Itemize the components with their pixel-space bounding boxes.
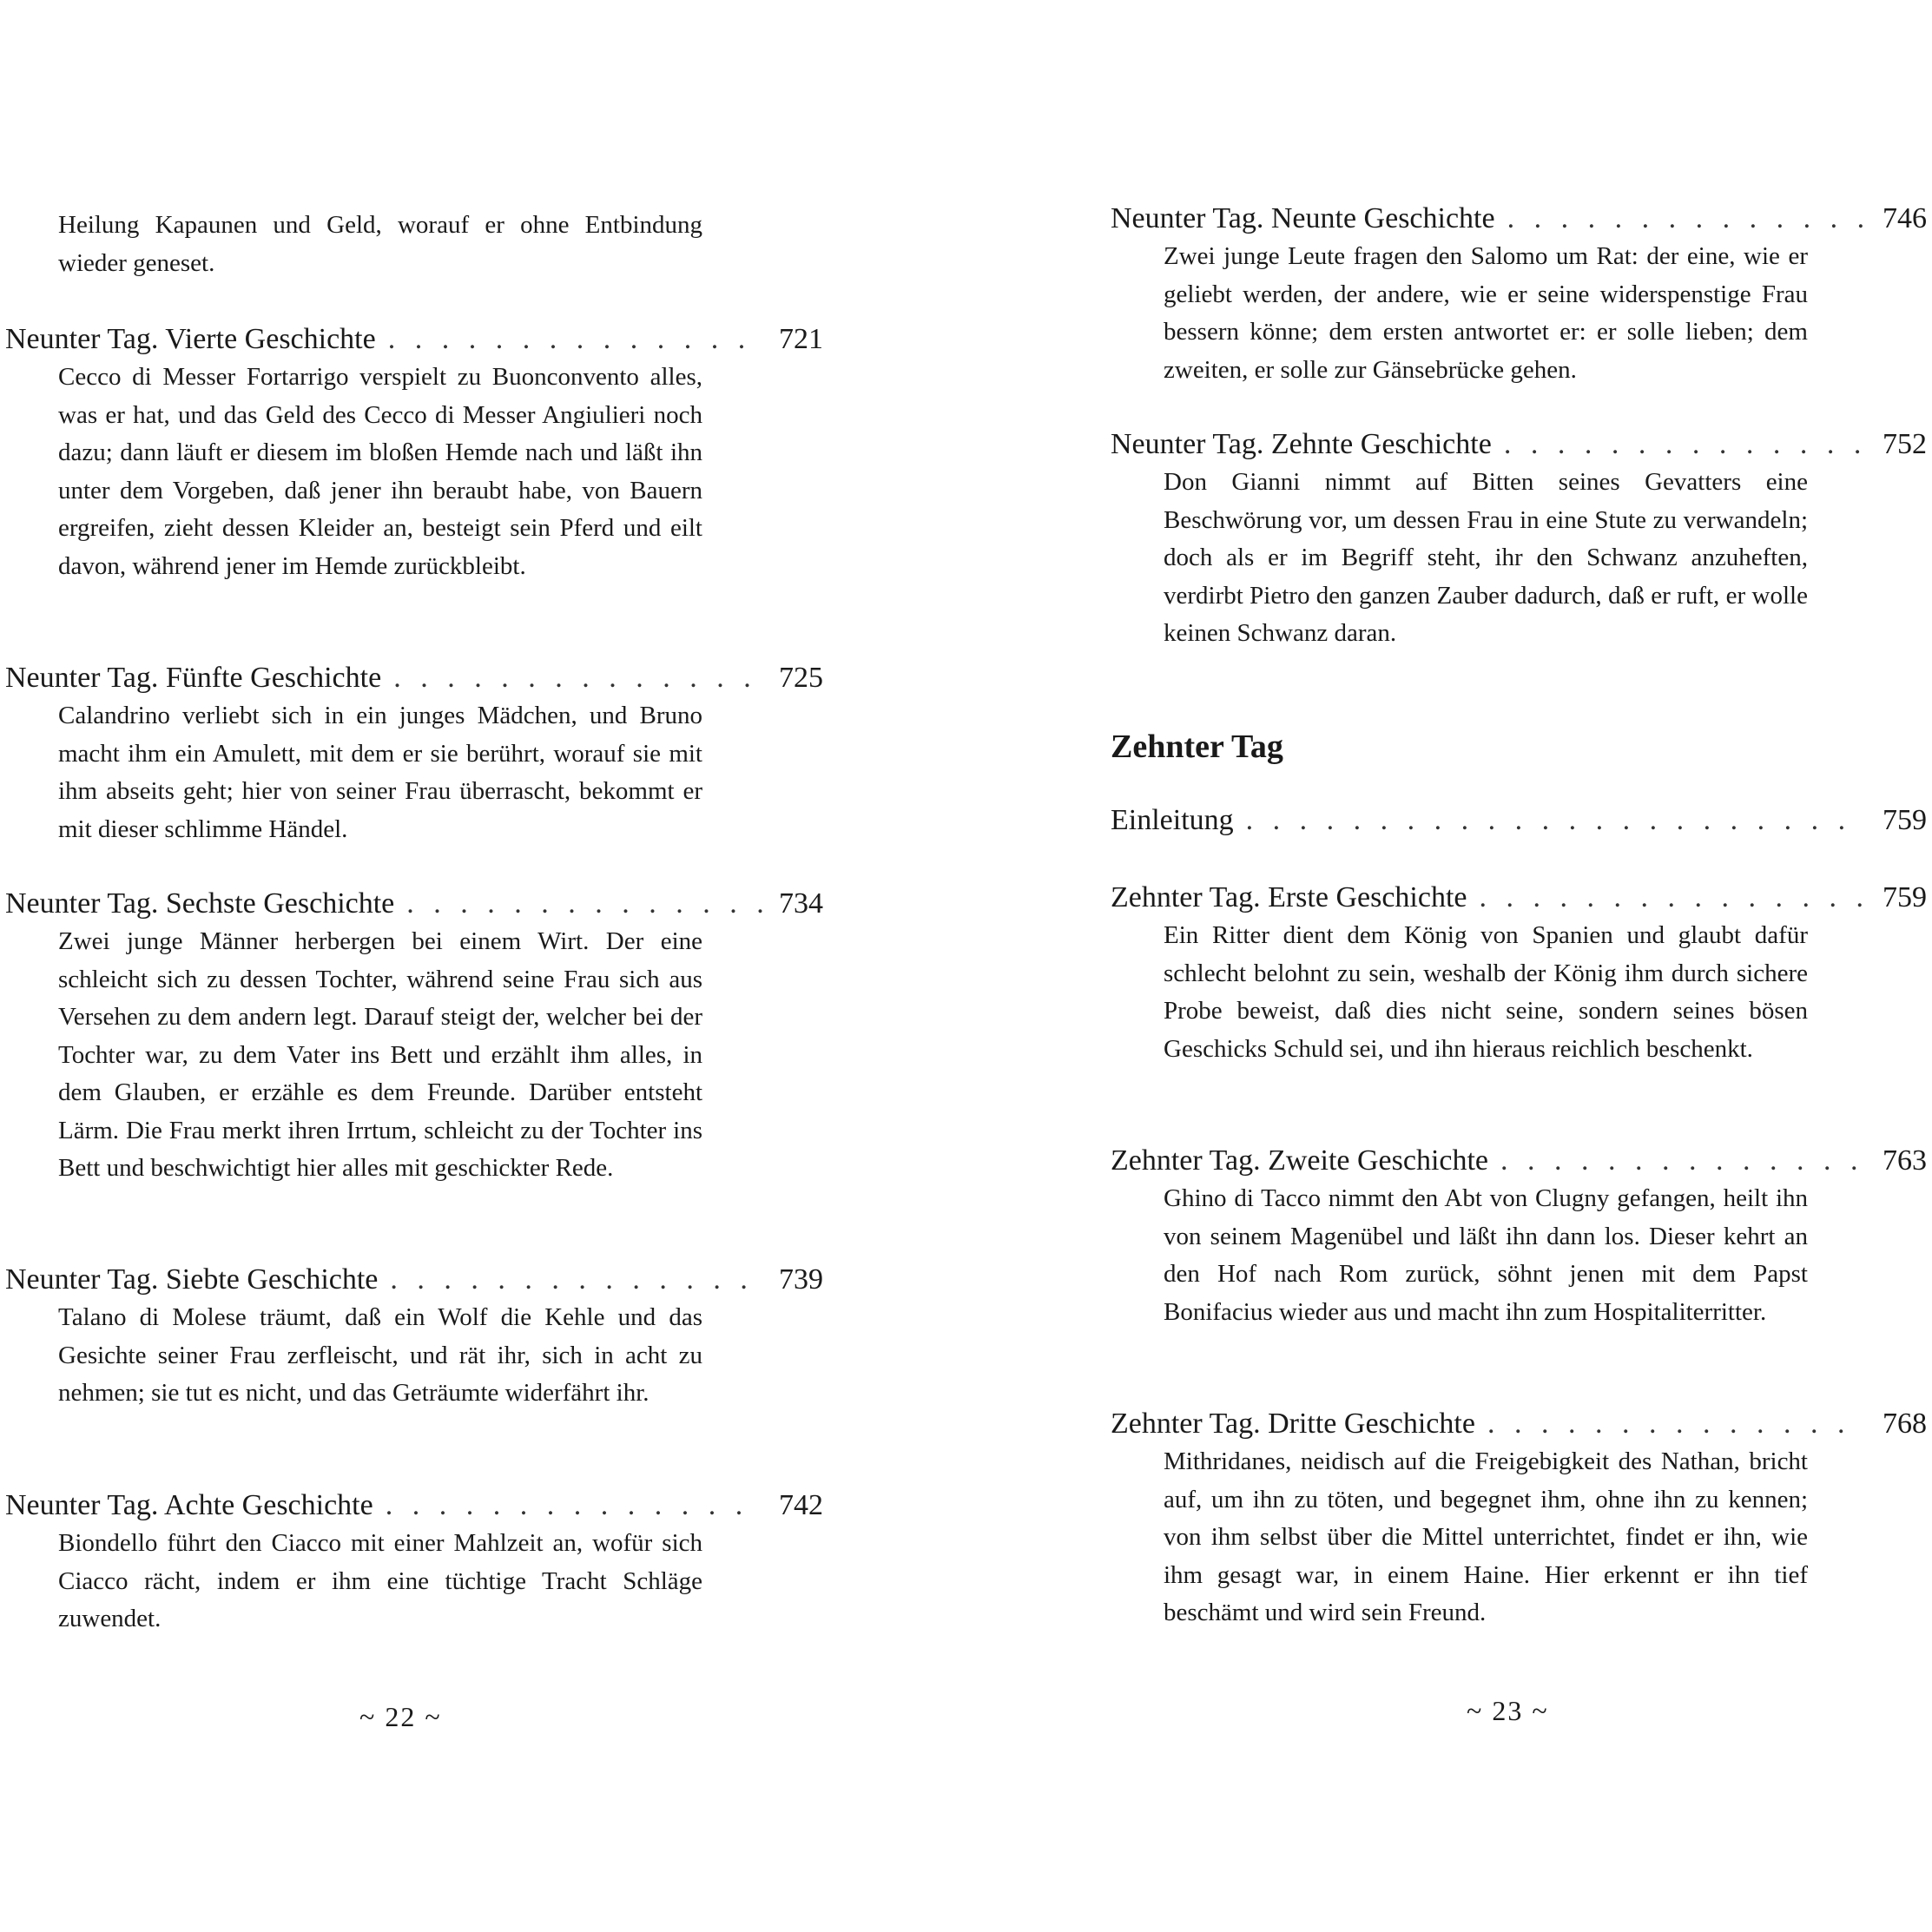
leader-dots — [1507, 200, 1866, 238]
leader-dots — [386, 1487, 762, 1525]
toc-entry — [1111, 200, 1927, 389]
entry-heading — [1111, 1142, 1927, 1180]
entry-page-number: 752 — [1883, 428, 1927, 460]
leader-dots — [1504, 425, 1866, 464]
entry-summary: Calandrino verliebt sich in ein junges Mädchen, und Bruno macht ihm ein Amulett, mit dem er sie berührt, worauf sie mit ihm abseits geht; hier von seiner Frau überrascht, bekommt er mit dieser schlimme Händel. — [58, 702, 702, 843]
toc-entry — [1111, 879, 1927, 1068]
toc-entry — [5, 885, 823, 1188]
toc-entry-intro — [1111, 801, 1927, 840]
entry-summary: Biondello führt den Ciacco mit einer Mahlzeit an, wofür sich Ciacco rächt, indem er ihm eine tüchtige Tracht Schläge zuwendet. — [58, 1529, 702, 1632]
entry-page-number: 759 — [1883, 881, 1927, 913]
leader-dots — [1480, 879, 1867, 917]
entry-page-number: 742 — [779, 1489, 823, 1521]
toc-entry — [5, 1261, 823, 1413]
toc-entry — [1111, 1405, 1927, 1632]
entry-summary: Talano di Molese träumt, daß ein Wolf die Kehle und das Gesichte seiner Frau zerfleischt, und rät ihr, sich in acht zu nehmen; sie tut es nicht, und das Geträumte widerfährt ihr. — [58, 1303, 702, 1407]
toc-entry — [1111, 425, 1927, 653]
entry-page-number: 739 — [779, 1263, 823, 1296]
entry-title: Neunter Tag. Neunte Geschichte — [1111, 202, 1495, 234]
entry-title: Neunter Tag. Achte Geschichte — [5, 1489, 373, 1521]
entry-heading — [5, 1261, 823, 1299]
entry-page-number: 734 — [779, 887, 823, 920]
leader-dots — [390, 1261, 762, 1299]
entry-summary: Zwei junge Leute fragen den Salomo um Rat: der eine, wie er geliebt werden, der andere, wie er seine widerspenstige Frau bessern könne; dem ersten antwortet er: er solle lieben; dem zweiten, er solle zur Gänsebrücke gehen. — [1164, 242, 1808, 384]
entry-heading — [1111, 801, 1927, 840]
entry-summary: Ghino di Tacco nimmt den Abt von Clugny gefangen, heilt ihn von seinem Magenübel und läßt ihn dann los. Dieser kehrt an den Hof nach Rom zurück, söhnt jenen mit dem Papst Bonifacius wieder aus und macht ihn zum Hospitaliterritter. — [1164, 1184, 1808, 1326]
right-page — [966, 0, 1932, 1932]
entry-title: Zehnter Tag. Zweite Geschichte — [1111, 1144, 1489, 1177]
entry-title: Zehnter Tag. Erste Geschichte — [1111, 881, 1467, 913]
page-number-footer: ~ 22 ~ — [359, 1701, 442, 1732]
entry-title: Neunter Tag. Sechste Geschichte — [5, 887, 395, 920]
entry-summary: Mithridanes, neidisch auf die Freigebigkeit des Nathan, bricht auf, um ihn zu töten, und begegnet ihm, ohne ihn zu kennen; von ihm selbst über die Mittel unterrichtet, findet er ihn, wie ihm gesagt war, in einem Haine. Hier erkennt er ihn tief beschämt und wird sein Freund. — [1164, 1447, 1808, 1626]
entry-title: Neunter Tag. Vierte Geschichte — [5, 323, 376, 355]
entry-heading — [5, 885, 823, 923]
entry-title: Neunter Tag. Zehnte Geschichte — [1111, 428, 1492, 460]
leader-dots — [388, 320, 762, 359]
entry-summary: Zwei junge Männer herbergen bei einem Wirt. Der eine schleicht sich zu dessen Tochter, während seine Frau sich aus Versehen zu dem andern legt. Darauf steigt der, welcher bei der Tochter war, zu dem Vater ins Bett und erzählt ihm alles, in dem Glauben, er erzähle es dem Freunde. Darüber entsteht Lärm. Die Frau merkt ihren Irrtum, schleicht zu der Tochter ins Bett und beschwichtigt hier alles mit geschickter Rede. — [58, 927, 702, 1182]
toc-entry — [1111, 1142, 1927, 1331]
toc-entry — [5, 320, 823, 585]
entry-title: Neunter Tag. Fünfte Geschichte — [5, 662, 382, 694]
entry-summary: Cecco di Messer Fortarrigo verspielt zu Buonconvento alles, was er hat, und das Geld des Cecco di Messer Angiulieri noch dazu; dann läuft er diesem im bloßen Hemde nach und läßt ihn unter dem Vorgeben, daß jener ihn beraubt habe, von Bauern ergreifen, zieht dessen Kleider an, besteigt sein Pferd und eilt davon, während jener im Hemde zurückbleibt. — [58, 363, 702, 580]
leader-dots — [1500, 1142, 1866, 1180]
leader-dots — [1246, 801, 1866, 840]
entry-page-number: 768 — [1883, 1408, 1927, 1440]
entry-title: Neunter Tag. Siebte Geschichte — [5, 1263, 379, 1296]
entry-title: Zehnter Tag. Dritte Geschichte — [1111, 1408, 1475, 1440]
toc-entry — [5, 659, 823, 848]
leader-dots — [406, 885, 762, 923]
entry-heading — [1111, 425, 1927, 464]
page-number-footer: ~ 23 ~ — [1467, 1695, 1549, 1726]
leader-dots — [1487, 1405, 1866, 1443]
entry-heading — [1111, 200, 1927, 238]
entry-heading — [1111, 879, 1927, 917]
entry-heading — [5, 1487, 823, 1525]
entry-title: Einleitung — [1111, 804, 1234, 836]
section-heading: Zehnter Tag — [1111, 729, 1283, 765]
entry-heading — [5, 320, 823, 359]
entry-heading — [5, 659, 823, 697]
entry-heading — [1111, 1405, 1927, 1443]
leader-dots — [393, 659, 762, 697]
toc-entry — [5, 1487, 823, 1639]
entry-summary: Ein Ritter dient dem König von Spanien und glaubt dafür schlecht belohnt zu sein, weshalb der König ihm durch sichere Probe beweist, daß dies nicht seine, sondern seines bösen Geschicks Schuld sei, und ihn hieraus reichlich beschenkt. — [1164, 921, 1808, 1063]
entry-summary: Don Gianni nimmt auf Bitten seines Gevatters eine Beschwörung vor, um dessen Frau in eine Stute zu verwandeln; doch als er im Begriff steht, ihr den Schwanz anzuheften, verdirbt Pietro den ganzen Zauber dadurch, daß er ruft, er wolle keinen Schwanz daran. — [1164, 468, 1808, 647]
entry-page-number: 746 — [1883, 202, 1927, 234]
entry-page-number: 721 — [779, 323, 823, 355]
entry-page-number: 725 — [779, 662, 823, 694]
continuation-text: Heilung Kapaunen und Geld, worauf er ohne Entbindung wieder geneset. — [58, 211, 702, 277]
entry-page-number: 759 — [1883, 804, 1927, 836]
entry-page-number: 763 — [1883, 1144, 1927, 1177]
